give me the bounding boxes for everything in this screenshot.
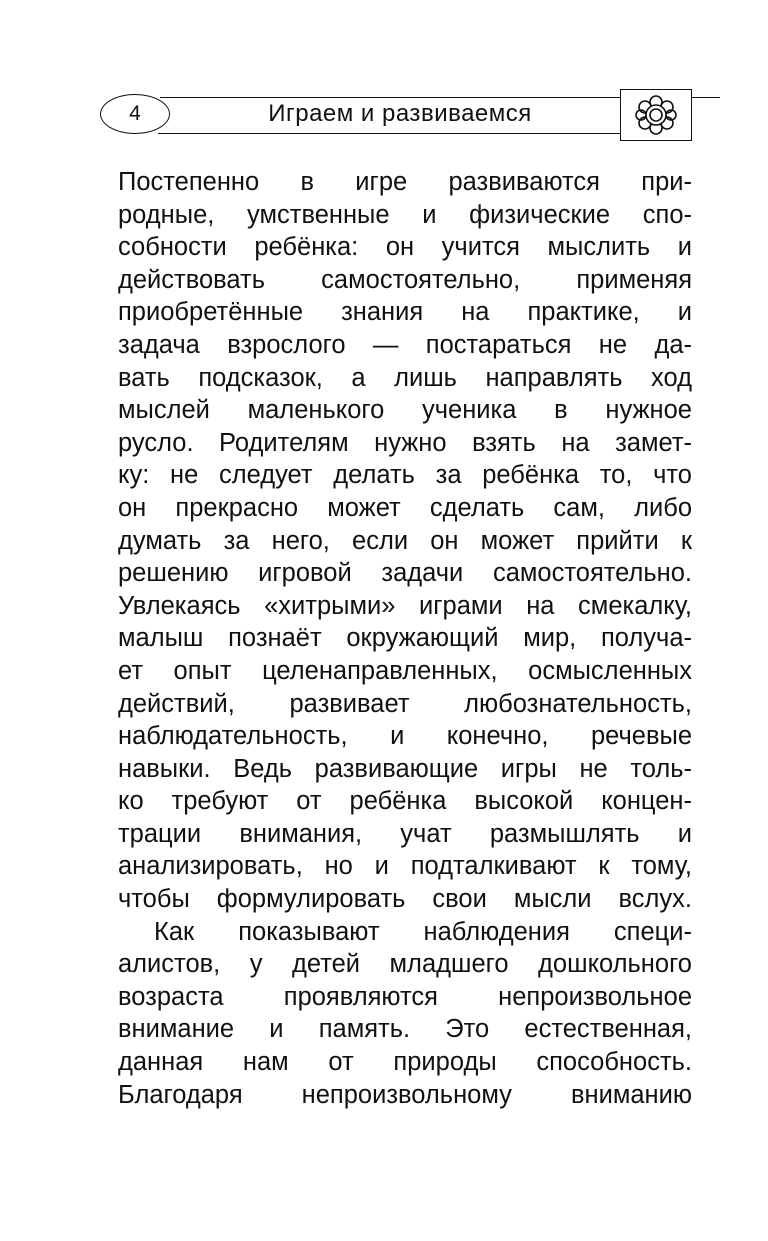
text-line: внимание и память. Это естественная,: [118, 1015, 692, 1044]
text-line: трации внимания, учат размышлять и: [118, 819, 692, 848]
flower-icon: [626, 93, 686, 137]
text-line: Увлекаясь «хитрыми» играми на смекалку,: [118, 591, 692, 620]
text-line: ет опыт целенаправленных, осмысленных: [118, 656, 692, 685]
logo-box: [620, 89, 692, 141]
text-line: алистов, у детей младшего дошкольного: [118, 950, 692, 979]
text-line: данная нам от природы способность.: [118, 1048, 692, 1077]
text-line: Как показывают наблюдения специ-: [154, 917, 692, 946]
section-title: Играем и развиваемся: [268, 100, 532, 127]
text-line: возраста проявляются непроизвольное: [118, 982, 692, 1011]
text-line: мыслей маленького ученика в нужное: [118, 396, 692, 425]
text-line: действий, развивает любознательность,: [118, 689, 692, 718]
text-line: ку: не следует делать за ребёнка то, что: [118, 461, 692, 490]
text-line: задача взрослого — постараться не да-: [118, 330, 692, 359]
header-bottom-rule: [158, 133, 620, 134]
text-line: навыки. Ведь развивающие игры не толь-: [118, 754, 692, 783]
text-line: он прекрасно может сделать сам, либо: [118, 493, 692, 522]
text-line: малыш познаёт окружающий мир, получа-: [118, 624, 692, 653]
text-line: Постепенно в игре развиваются при-: [118, 168, 692, 196]
text-line: решению игровой задачи самостоятельно.: [118, 559, 692, 588]
body-text: [118, 166, 692, 1111]
text-line: думать за него, если он может прийти к: [118, 526, 692, 555]
text-line: родные, умственные и физические спо-: [118, 200, 692, 229]
text-line: анализировать, но и подталкивают к тому,: [118, 852, 692, 881]
running-header: [100, 87, 696, 141]
text-line: Благодаря непроизвольному вниманию: [118, 1080, 692, 1109]
text-line: ко требуют от ребёнка высокой концен-: [118, 787, 692, 816]
text-line: русло. Родителям нужно взять на замет-: [118, 428, 692, 457]
text-line: действовать самостоятельно, применяя: [118, 265, 692, 294]
text-line: вать подсказок, а лишь направлять ход: [118, 363, 692, 392]
page-number-oval: [100, 94, 170, 134]
text-line: приобретённые знания на практике, и: [118, 298, 692, 327]
text-line: собности ребёнка: он учится мыслить и: [118, 233, 692, 262]
text-line: наблюдательность, и конечно, речевые: [118, 722, 692, 751]
page-number: 4: [129, 102, 141, 125]
text-line: чтобы формулировать свои мысли вслух.: [118, 885, 692, 914]
